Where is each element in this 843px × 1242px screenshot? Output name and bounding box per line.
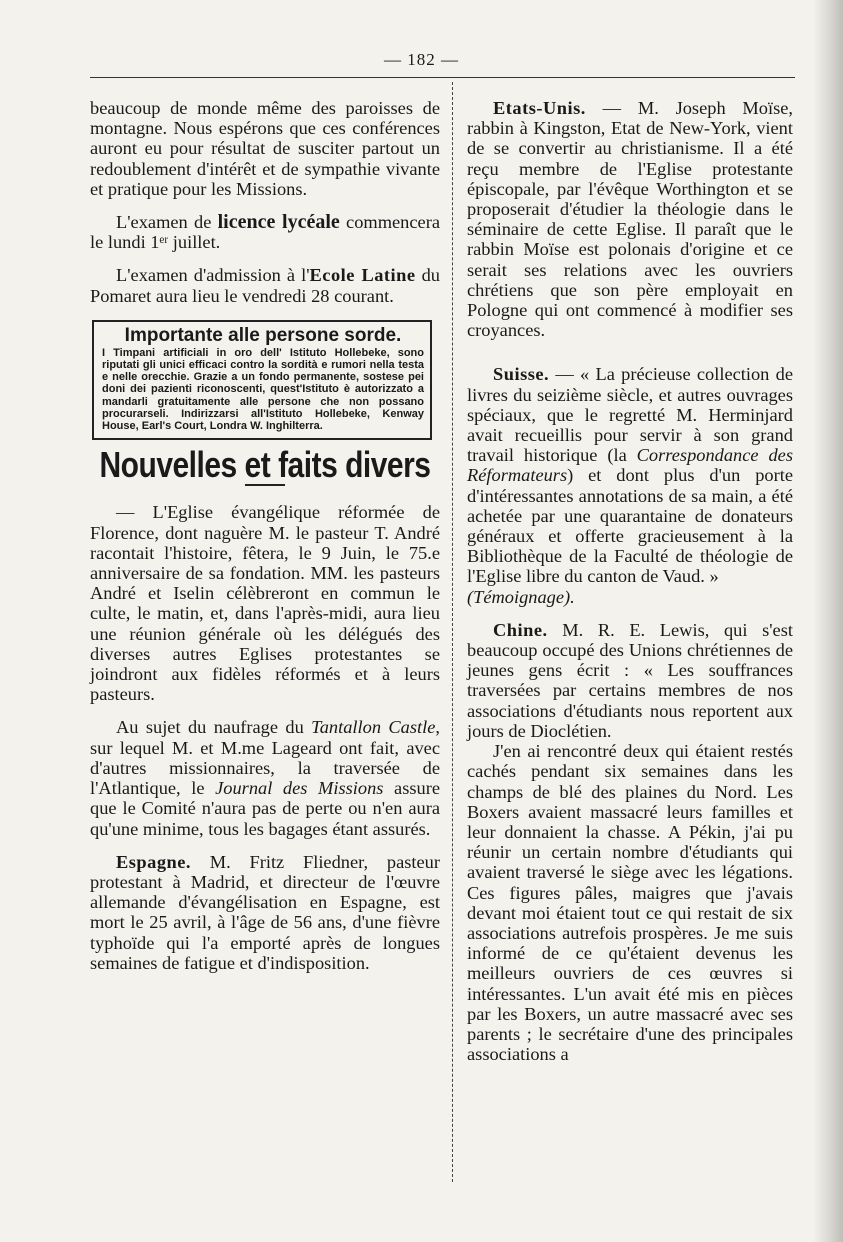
text-span: , sur lequel M. et M.me Lageard ont fait, avec d'autres missionnaires, la traversée de l'Atlantique, le bbox=[90, 717, 440, 799]
header-rule bbox=[90, 77, 795, 78]
bold-span: licence lycéale bbox=[217, 211, 340, 234]
text-span: ) et dont plus d'un porte d'intéressantes annotations de sa main, a été achetée par une quarantaine de donateurs généraux et offerte gracieusement à la Bibliothèque de la Faculté de théologie de l'Eglise libre du canton de Vaud. » bbox=[467, 465, 793, 587]
paragraph-chine bbox=[467, 620, 793, 741]
text-span: Au sujet du naufrage du bbox=[116, 717, 312, 738]
right-column bbox=[467, 98, 793, 1064]
page-number: — 182 — bbox=[384, 50, 459, 69]
text-span: M. R. E. Lewis, qui s'est beaucoup occupé des Unions chrétiennes de jeunes gens écrit : « Les souffrances traversées par certains membres de nos associations d'étudiants nous reportent aux jours de Dioclétien. bbox=[467, 619, 793, 741]
italic-span: Correspondance des Réformateurs bbox=[467, 445, 793, 486]
bold-span: Ecole Latine bbox=[309, 265, 416, 286]
bold-span: Etats-Unis. bbox=[493, 98, 586, 118]
text-span: assure que le Comité n'aura pas de perte ou n'en aura qu'une minime, tous les bagages étant assurés. bbox=[90, 778, 441, 839]
italic-span: Tantallon Castle bbox=[311, 717, 436, 738]
text-span: L'examen de bbox=[116, 212, 218, 233]
citation-temoignage bbox=[467, 587, 793, 607]
section-title: Nouvelles et faits divers bbox=[99, 445, 431, 486]
text-span: — « La précieuse collection de livres du seizième siècle, et autres ouvrages spéciaux, que le regretté M. Herminjard avait recueillis pour servir à son grand travail historique (la bbox=[467, 364, 793, 466]
paragraph-conferences: beaucoup de monde même des paroisses de montagne. Nous espérons que ces conférences auront eu pour résultat de susciter partout un redoublement d'intérêt et de sympathie vivante et pratique pour les Missions. bbox=[90, 98, 440, 199]
left-column bbox=[90, 98, 440, 973]
advertisement-box bbox=[92, 320, 432, 440]
page-edge-shadow bbox=[813, 0, 843, 1242]
italic-span: (Témoignage). bbox=[467, 586, 575, 607]
paragraph-boxers: J'en ai rencontré deux qui étaient restés cachés pendant six semaines dans les champs de blé des plaines du Nord. Les Boxers avaient massacré leurs familles et leur donnaient la chasse. A Pékin, j'ai pu réunir un certain nombre d'étudiants qui avaient traversé le siège avec les légations. Ces figures pâles, maigres que j'avais devant moi étaient tout ce qui restait de six associations autrefois prospères. Je me suis informé de ce qu'étaient devenus les meilleurs ouvriers de ces œuvres si intéressantes. L'un avait été mis en pièces par les Boxers, un autre massacré avec ses parents ; le secrétaire d'une des principales associations a bbox=[467, 741, 793, 1065]
bold-span: Suisse. bbox=[493, 364, 550, 385]
paragraph-suisse bbox=[467, 364, 793, 586]
italic-span: Journal des Missions bbox=[215, 778, 384, 799]
text-span: — M. Joseph Moïse, rabbin à Kingston, Etat de New-York, vient de se convertir au christianisme. Il a été reçu membre de l'Eglise protestante épiscopale, par l'évêque Worthington et se proposerait d'étudier la théologie dans le séminaire de cette Eglise. Il paraît que le rabbin Moïse est polonais d'origine et ce serait ses relations avec les ouvriers chrétiens que son père employait en Pologne qui ont commencé à modifier ses croyances. bbox=[467, 98, 793, 341]
paragraph-etats-unis bbox=[467, 98, 793, 340]
paragraph-florence: — L'Eglise évangélique réformée de Florence, dont naguère M. le pasteur T. André racontait l'histoire, fêtera, le 9 Juin, le 75.e anniversaire de sa fondation. MM. les pasteurs André et Iselin célèbreront en commun le culte, le matin, et, dans l'après-midi, aura lieu une réunion générale où les délégués des diverses autres Eglises protestantes se joindront aux fidèles réformés et à leurs pasteurs. bbox=[90, 502, 440, 705]
paragraph-licence bbox=[90, 212, 440, 252]
bold-span: Chine. bbox=[493, 619, 548, 640]
text-span: du Pomaret aura lieu le vendredi 28 courant. bbox=[90, 265, 440, 306]
advertisement-title: Importante alle persone sorde. bbox=[124, 324, 402, 346]
text-span: commencera le lundi 1ᵉʳ juillet. bbox=[90, 212, 440, 253]
text-span: M. Fritz Fliedner, pasteur protestant à Madrid, et directeur de l'œuvre allemande d'évangélisation en Espagne, est mort le 25 avril, à l'âge de 56 ans, d'une fièvre typhoïde qui l'a emporté après de longues semaines de fatigue et d'indisposition. bbox=[90, 851, 440, 973]
bold-span: Espagne. bbox=[116, 851, 192, 872]
paragraph-espagne bbox=[90, 852, 440, 973]
paragraph-naufrage bbox=[90, 717, 440, 838]
paragraph-ecole-latine bbox=[90, 265, 440, 305]
text-span: L'examen d'admission à l' bbox=[116, 265, 310, 286]
column-divider bbox=[452, 82, 453, 1182]
advertisement-body: I Timpani artificiali in oro dell' Istituto Hollebeke, sono riputati gli unici efficaci contro la sordità e rumori nella testa e nelle orecchie. Grazie a un fondo permanente, sostese pei doni dei pazienti riconoscenti, quest'Istituto è autorizzato a mandarli gratuitamente alle persone che non possano procurarseli. Indirizzarsi all'Istituto Hollebeke, Kenway House, Earl's Court, Londra W. Inghilterra. bbox=[102, 346, 424, 433]
